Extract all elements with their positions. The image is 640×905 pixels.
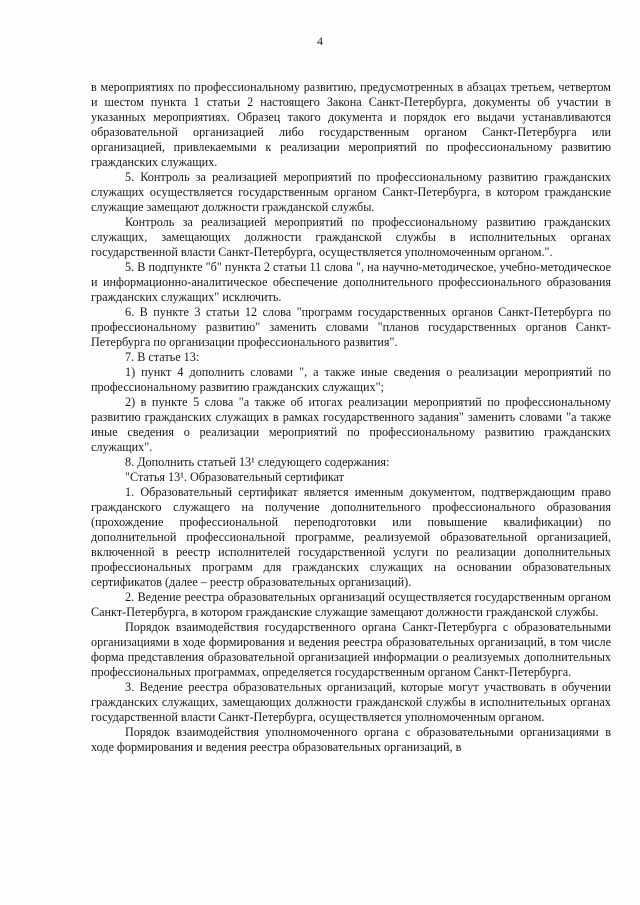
paragraph-control-5: 5. Контроль за реализацией мероприятий по профессиональному развитию гражданских служащих осуществляется государственным органом Санкт-Петербурга, в котором гражданские служащие замещают должности гражданской службы. <box>91 170 611 214</box>
paragraph-continuation: в мероприятиях по профессиональному развитию, предусмотренных в абзацах третьем, четвертом и шестом пункта 1 статьи 2 настоящего Закона Санкт-Петербурга, документы об участии в указанных мероприятиях. Образец такого документа и порядок его выдачи устанавливаются образовательной организацией либо государственным органом Санкт-Петербурга или организацией, привлекаемыми к реализации мероприятий по профессиональному развитию гражданских служащих. <box>91 80 611 169</box>
paragraph-item-8: 8. Дополнить статьей 13¹ следующего содержания: <box>125 455 390 469</box>
paragraph-subitem-1: 1) пункт 4 дополнить словами ", а также иные сведения о реализации мероприятий по профессиональному развитию гражданских служащих"; <box>91 365 611 394</box>
paragraph-item-7: 7. В статье 13: <box>125 350 200 364</box>
article-heading: "Статья 13¹. Образовательный сертификат <box>125 470 344 484</box>
page-number: 4 <box>317 34 323 48</box>
paragraph-article-2-order: Порядок взаимодействия государственного органа Санкт-Петербурга с образовательными организациями в ходе формирования и ведения реестра образовательных организаций, в том числе форма представления образовательной организацией информации о реализуемых дополнительных профессиональных программах, определяется государственным органом Санкт-Петербурга. <box>91 620 611 679</box>
paragraph-subitem-2: 2) в пункте 5 слова "а также об итогах реализации мероприятий по профессиональному развитию гражданских служащих в рамках государственного задания" заменить словами "а также иные сведения о реализации мероприятий по профессиональному развитию гражданских служащих". <box>91 395 611 454</box>
paragraph-article-2: 2. Ведение реестра образовательных организаций осуществляется государственным органом Санкт-Петербурга, в котором гражданские служащие замещают должности гражданской службы. <box>91 590 611 619</box>
paragraph-article-3-order: Порядок взаимодействия уполномоченного органа с образовательными организациями в ходе формирования и ведения реестра образовательных организаций, в <box>91 725 611 754</box>
paragraph-article-3: 3. Ведение реестра образовательных организаций, которые могут участвовать в обучении гражданских служащих, замещающих должности гражданской службы в исполнительных органах государственной власти Санкт-Петербурга, осуществляется уполномоченным органом. <box>91 680 611 724</box>
paragraph-item-6: 6. В пункте 3 статьи 12 слова "программ государственных органов Санкт-Петербурга по профессиональному развитию" заменить словами "планов государственных органов Санкт-Петербурга по организации профессионального развития". <box>91 305 611 349</box>
document-body <box>91 80 611 755</box>
paragraph-article-1: 1. Образовательный сертификат является именным документом, подтверждающим право гражданского служащего на получение дополнительного профессионального образования (прохождение профессиональной переподготовки или повышение квалификации) по дополнительной профессиональной программе, реализуемой образовательной организацией, включенной в реестр исполнителей государственной услуги по реализации дополнительных профессиональных программ для гражданских служащих на основании образовательных сертификатов (далее – реестр образовательных организаций). <box>91 485 611 589</box>
paragraph-control-authorized: Контроль за реализацией мероприятий по профессиональному развитию гражданских служащих, замещающих должности гражданской службы в исполнительных органах государственной власти Санкт-Петербурга, осуществляется уполномоченным органом.". <box>91 215 611 259</box>
paragraph-item-5: 5. В подпункте "б" пункта 2 статьи 11 слова ", на научно-методическое, учебно-методическое и информационно-аналитическое обеспечение дополнительного профессионального образования гражданских служащих" исключить. <box>91 260 611 304</box>
